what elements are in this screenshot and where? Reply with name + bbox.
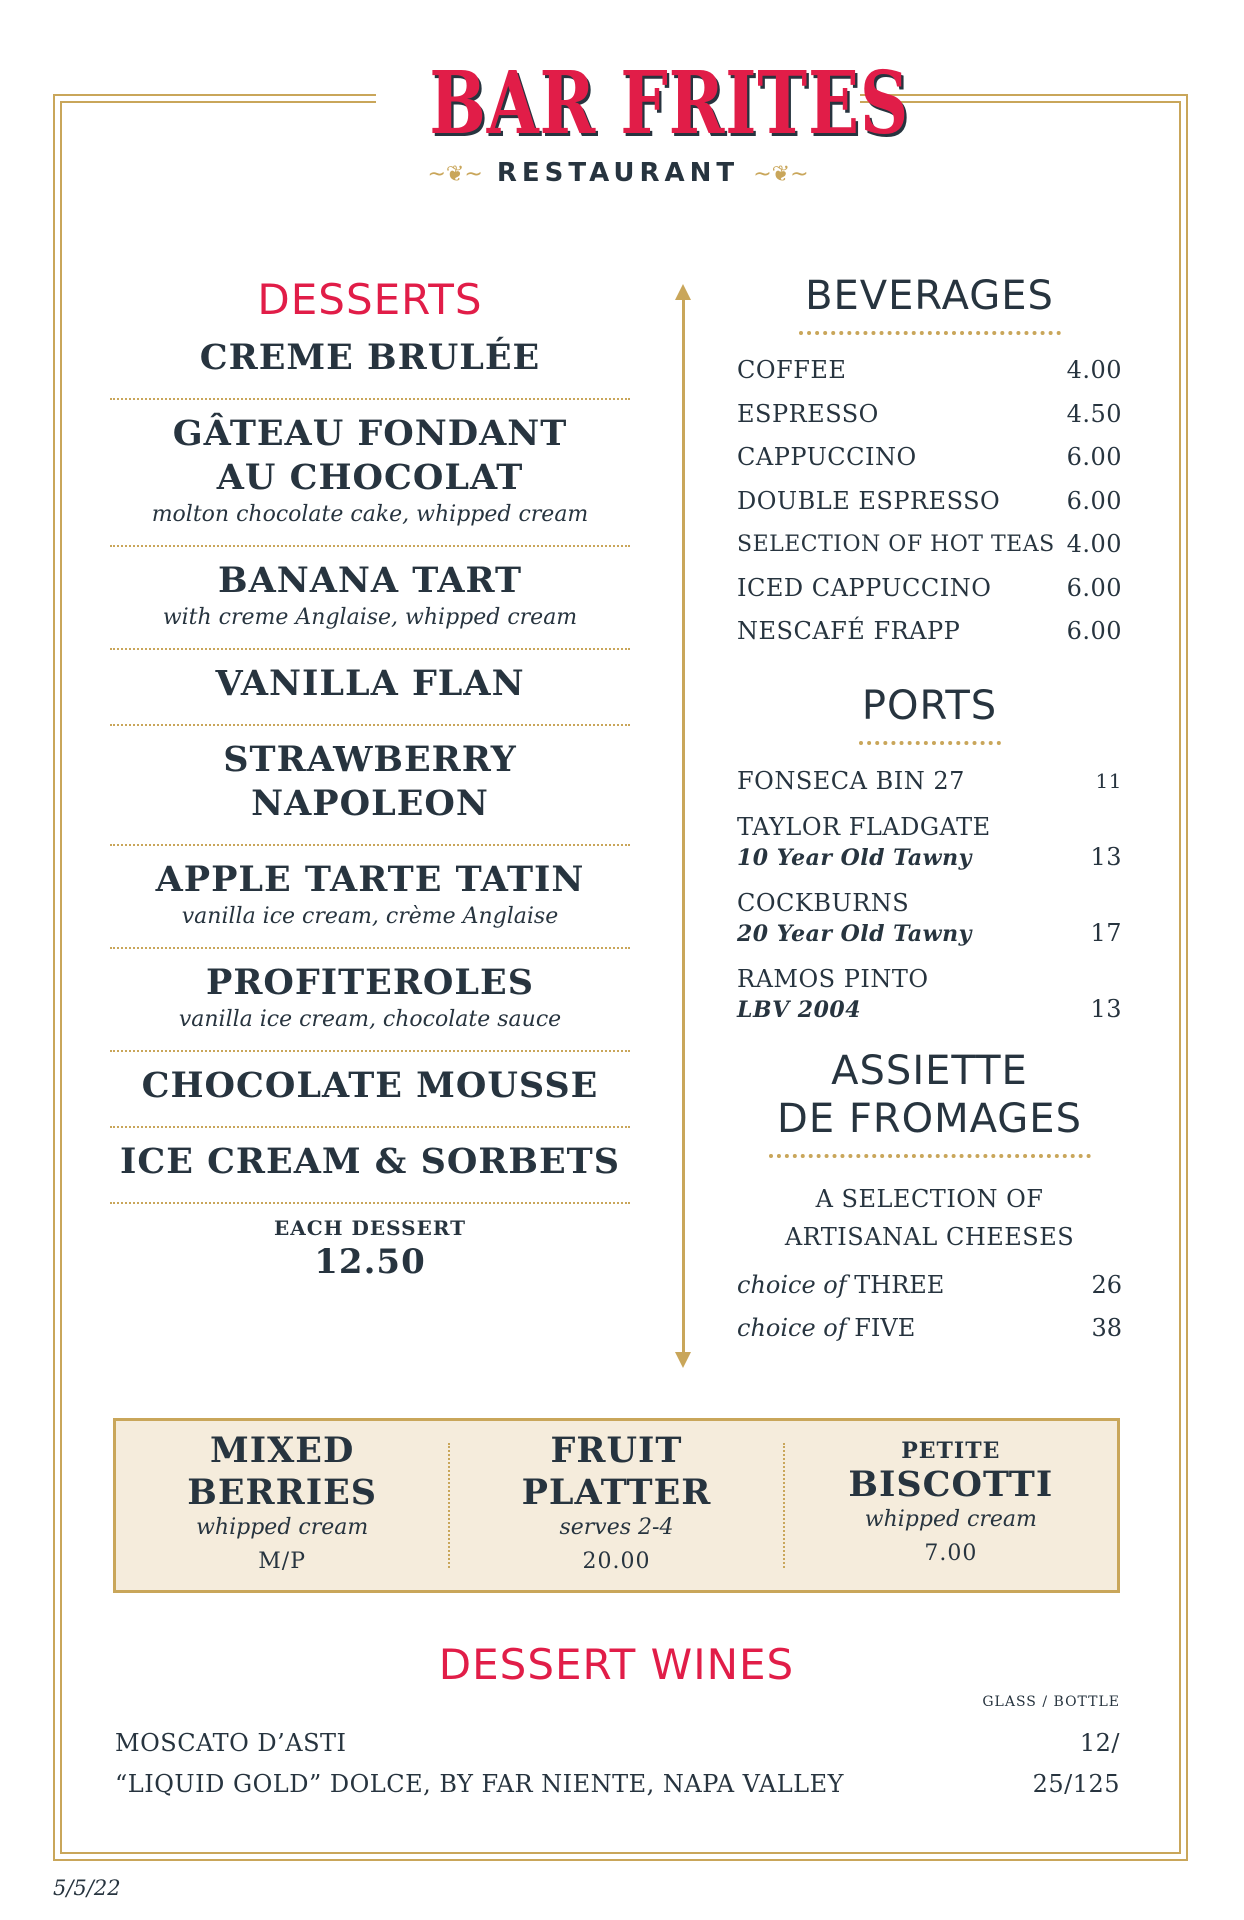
port-name: TAYLOR FLADGATE: [737, 812, 991, 841]
special-item: [783, 1437, 1117, 1568]
beverage-name: CAPPUCCINO: [737, 443, 917, 471]
dessert-name: PROFITEROLES: [206, 962, 534, 1003]
desserts-list: [110, 324, 630, 1204]
dessert-name: CREME BRULÉE: [199, 337, 541, 378]
cheese-description: [737, 1180, 1122, 1256]
choice-prefix: choice of: [737, 1313, 847, 1342]
special-price: M/P: [258, 1548, 307, 1574]
cheese-choice-row: [737, 1264, 1122, 1307]
beverage-price: 4.00: [1066, 356, 1122, 384]
special-description: whipped cream: [864, 1506, 1037, 1532]
cheese-header: [737, 1047, 1122, 1162]
beverage-row: [737, 349, 1122, 393]
dessert-item: [110, 400, 630, 547]
choice-price: 38: [1091, 1313, 1122, 1342]
dessert-item: [110, 1052, 630, 1128]
choice-price: 26: [1091, 1270, 1122, 1299]
cheese-desc-line1: A SELECTION OF: [815, 1184, 1044, 1213]
cheese-choice-row: [737, 1307, 1122, 1350]
beverage-row: [737, 567, 1122, 611]
ports-list: [737, 765, 1122, 1025]
beverages-list: [737, 349, 1122, 654]
each-dessert-price: 12.50: [314, 1242, 426, 1282]
ports-header: [737, 682, 1122, 749]
port-name: RAMOS PINTO: [737, 964, 929, 993]
port-price: 17: [1090, 918, 1122, 947]
dessert-name: ICE CREAM & SORBETS: [119, 1141, 620, 1182]
beverage-row: [737, 523, 1122, 567]
dessert-name: BANANA TART: [217, 560, 523, 601]
special-name: MIXED BERRIES: [187, 1429, 378, 1513]
dessert-description: with creme Anglaise, whipped cream: [162, 605, 578, 630]
beverage-price: 4.50: [1066, 399, 1122, 428]
wine-price: 25/125: [1032, 1770, 1120, 1798]
port-row: [737, 963, 1122, 1025]
special-price: 7.00: [924, 1540, 978, 1566]
column-divider: [682, 293, 685, 1358]
logo-title: BAR FRITES: [429, 53, 910, 154]
dessert-item: [110, 726, 630, 846]
beverage-name: ICED CAPPUCCINO: [737, 573, 992, 602]
logo-subtitle: RESTAURANT: [496, 158, 740, 188]
right-column: [737, 272, 1122, 1350]
desserts-title: DESSERTS: [257, 275, 483, 324]
special-item: [448, 1429, 782, 1574]
dessert-name: VANILLA FLAN: [215, 663, 525, 704]
beverage-name: NESCAFÉ FRAPP: [737, 617, 961, 645]
cheese-desc-line2: ARTISANAL CHEESES: [784, 1222, 1075, 1251]
arrow-up-icon: [675, 284, 691, 300]
beverage-price: 6.00: [1066, 617, 1122, 645]
port-row: [737, 811, 1122, 873]
port-price: 13: [1090, 994, 1122, 1023]
port-row: [737, 887, 1122, 949]
port-name: FONSECA BIN 27: [737, 766, 965, 795]
wine-name: MOSCATO D’ASTI: [115, 1729, 347, 1757]
dessert-name: APPLE TARTE TATIN: [155, 859, 585, 900]
dotted-rule: [769, 1154, 1091, 1158]
beverage-name: DOUBLE ESPRESSO: [737, 486, 1001, 515]
port-price: 11: [1095, 768, 1122, 793]
cheese-title-line2: DE FROMAGES: [777, 1095, 1082, 1142]
beverage-name: ESPRESSO: [737, 399, 879, 428]
special-description: whipped cream: [196, 1514, 369, 1540]
beverage-price: 6.00: [1066, 443, 1122, 471]
cheese-title-line1: ASSIETTE: [831, 1047, 1028, 1094]
menu-date: 5/5/22: [53, 1876, 121, 1900]
beverage-price: 4.00: [1066, 530, 1122, 558]
port-vintage: 20 Year Old Tawny: [737, 920, 972, 947]
beverages-title: BEVERAGES: [805, 273, 1054, 319]
port-name: COCKBURNS: [737, 888, 910, 917]
dessert-description: molton chocolate cake, whipped cream: [151, 502, 589, 527]
glass-bottle-label: GLASS / BOTTLE: [982, 1694, 1120, 1710]
dessert-item: [110, 547, 630, 650]
beverage-row: [737, 480, 1122, 524]
beverage-price: 6.00: [1066, 486, 1122, 515]
special-price: 20.00: [582, 1548, 651, 1574]
each-dessert-label: EACH DESSERT: [274, 1216, 466, 1240]
beverage-name: COFFEE: [737, 356, 847, 384]
dessert-item: [110, 949, 630, 1052]
dessert-item: [110, 324, 630, 400]
port-vintage: 10 Year Old Tawny: [737, 844, 972, 871]
port-row: [737, 765, 1122, 797]
wine-price: 12/: [1079, 1729, 1120, 1757]
choice-count: THREE: [854, 1270, 945, 1299]
dessert-item: [110, 650, 630, 726]
beverages-header: [737, 272, 1122, 339]
beverage-price: 6.00: [1066, 573, 1122, 602]
ports-title: PORTS: [861, 682, 998, 729]
beverage-name: SELECTION OF HOT TEAS: [737, 532, 1055, 557]
dessert-description: vanilla ice cream, chocolate sauce: [178, 1007, 562, 1032]
port-vintage: LBV 2004: [737, 996, 862, 1023]
special-item: [116, 1429, 448, 1574]
beverage-row: [737, 393, 1122, 437]
arrow-down-icon: [675, 1352, 691, 1368]
dessert-wines-title: DESSERT WINES: [438, 1640, 795, 1689]
dessert-wines-header: [113, 1640, 1120, 1689]
port-price: 13: [1090, 842, 1122, 871]
choice-count: FIVE: [854, 1313, 916, 1342]
dessert-name: CHOCOLATE MOUSSE: [141, 1065, 599, 1106]
special-name: FRUIT PLATTER: [521, 1429, 712, 1513]
dessert-name: GÂTEAU FONDANT AU CHOCOLAT: [172, 413, 568, 498]
dessert-item: [110, 1128, 630, 1204]
wine-row: [115, 1764, 1120, 1805]
special-description: serves 2-4: [559, 1514, 674, 1540]
restaurant-logo: [376, 53, 910, 188]
desserts-section: [110, 275, 630, 1282]
cheese-choices: [737, 1264, 1122, 1350]
dessert-description: vanilla ice cream, crème Anglaise: [181, 904, 559, 929]
logo-subtitle-row: [376, 158, 860, 188]
flourish-right-icon: ~❦~: [753, 162, 809, 187]
dotted-rule: [799, 331, 1061, 335]
dessert-item: [110, 846, 630, 949]
choice-prefix: choice of: [737, 1270, 847, 1299]
wine-row: [115, 1723, 1120, 1764]
wine-name: “LIQUID GOLD” DOLCE, BY FAR NIENTE, NAPA VALLEY: [115, 1770, 844, 1798]
special-prefix: PETITE: [901, 1437, 1001, 1464]
dessert-wines-list: [115, 1723, 1120, 1805]
dessert-name: STRAWBERRY NAPOLEON: [223, 739, 517, 824]
flourish-left-icon: ~❦~: [427, 162, 483, 187]
beverage-row: [737, 436, 1122, 480]
specials-box: [113, 1418, 1120, 1593]
beverage-row: [737, 610, 1122, 654]
special-name: BISCOTTI: [848, 1463, 1054, 1505]
dotted-rule: [859, 741, 1001, 745]
